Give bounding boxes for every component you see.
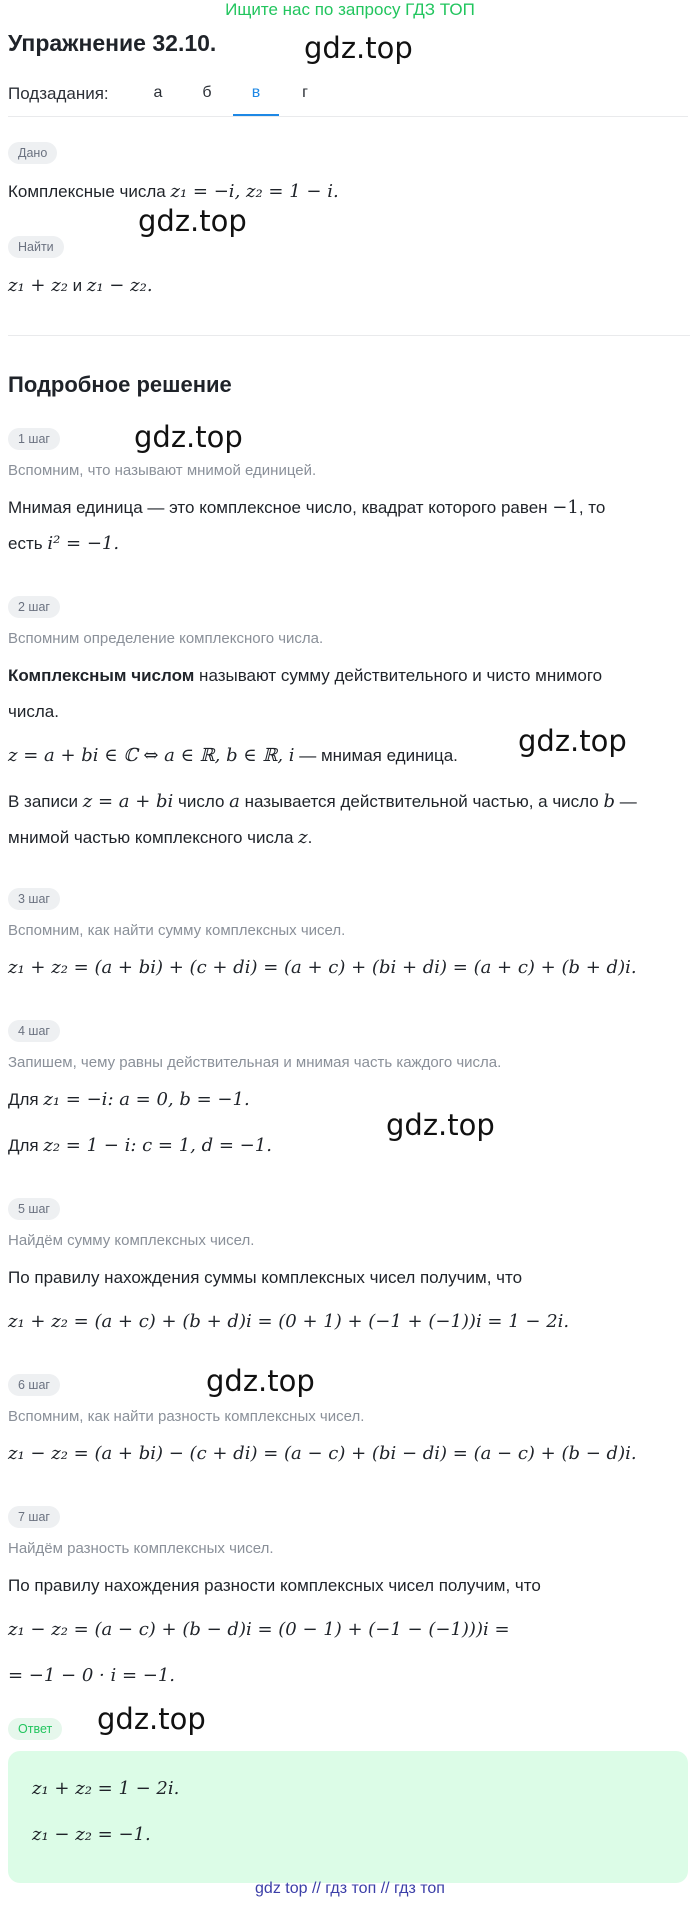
step-3-formula: z₁ + z₂ = (a + bi) + (c + di) = (a + c) + (bi + di) = (a + c) + (b + d)i.	[8, 957, 637, 978]
find-math-1: z₁ + z₂	[8, 275, 68, 296]
step-4-line-1	[8, 1082, 250, 1118]
step-1-text-2: есть	[8, 534, 48, 553]
step-6-badge: 6 шаг	[8, 1374, 60, 1396]
tab-a[interactable]: а	[153, 84, 163, 101]
step-1-text: Мнимая единица — это комплексное число, квадрат которого равен	[8, 498, 553, 517]
step-1-badge: 1 шаг	[8, 428, 60, 450]
subtasks-label: Подзадания:	[8, 84, 109, 103]
step-4-line-2	[8, 1128, 272, 1164]
step-7-text: По правилу нахождения разности комплексных чисел получим, что	[8, 1576, 541, 1595]
given-text	[8, 174, 339, 210]
step-2-line-1	[8, 658, 602, 694]
step-5-badge: 5 шаг	[8, 1198, 60, 1220]
step-3-badge: 3 шаг	[8, 888, 60, 910]
subtasks-bar	[8, 84, 688, 117]
step-2-line-2: числа.	[8, 702, 59, 721]
find-badge: Найти	[8, 236, 64, 258]
watermark: gdz.top	[518, 724, 627, 758]
step-2-line-5	[8, 820, 312, 856]
answer-badge: Ответ	[8, 1718, 62, 1740]
step-1-math: −1	[552, 497, 579, 518]
step-5-formula: z₁ + z₂ = (a + c) + (b + d)i = (0 + 1) + (−1 + (−1))i = 1 − 2i.	[8, 1311, 570, 1332]
watermark: gdz.top	[386, 1108, 495, 1142]
step-1-math-2: i² = −1.	[47, 533, 120, 554]
t: Для	[8, 1090, 44, 1109]
m: z = a + bi	[82, 791, 174, 812]
step-7-formula-2: = −1 − 0 · i = −1.	[8, 1665, 176, 1686]
watermark: gdz.top	[97, 1702, 206, 1736]
step-7-badge: 7 шаг	[8, 1506, 60, 1528]
step-2-formula-tail: — мнимая единица.	[294, 746, 458, 765]
m: z	[298, 827, 308, 848]
top-banner: Ищите нас по запросу ГДЗ ТОП	[225, 0, 475, 19]
step-1-hint: Вспомним, что называют мнимой единицей.	[8, 462, 317, 479]
step-5-hint: Найдём сумму комплексных чисел.	[8, 1232, 255, 1249]
page-title: Упражнение 32.10.	[8, 30, 217, 56]
answer-box	[8, 1751, 688, 1883]
step-7-hint: Найдём разность комплексных чисел.	[8, 1540, 274, 1557]
m: z₂ = 1 − i: c = 1, d = −1.	[43, 1135, 272, 1156]
step-5-text: По правилу нахождения суммы комплексных чисел получим, что	[8, 1268, 523, 1287]
t: число	[173, 792, 230, 811]
step-2-term: Комплексным числом	[8, 666, 195, 685]
step-2-hint: Вспомним определение комплексного числа.	[8, 630, 324, 647]
m: b	[603, 791, 615, 812]
watermark: gdz.top	[206, 1364, 315, 1398]
step-6-formula: z₁ − z₂ = (a + bi) − (c + di) = (a − c) + (bi − di) = (a − c) + (b − d)i.	[8, 1443, 637, 1464]
answer-line-1: z₁ + z₂ = 1 − 2i.	[32, 1778, 180, 1799]
step-2-line-4	[8, 784, 637, 820]
tab-g[interactable]: г	[302, 84, 308, 101]
m: a	[229, 791, 240, 812]
step-6-hint: Вспомним, как найти разность комплексных чисел.	[8, 1408, 365, 1425]
answer-line-2: z₁ − z₂ = −1.	[32, 1824, 151, 1845]
watermark: gdz.top	[304, 31, 413, 65]
t: называется действительной частью, а число	[239, 792, 604, 811]
find-text	[8, 268, 153, 304]
m: z₁ = −i: a = 0, b = −1.	[43, 1089, 250, 1110]
tab-b[interactable]: б	[202, 84, 212, 101]
step-1-line-2	[8, 526, 119, 562]
step-1-line-1	[8, 490, 605, 526]
step-2-formula	[8, 738, 458, 774]
step-7-formula-1: z₁ − z₂ = (a − c) + (b − d)i = (0 − 1) + (−1 − (−1)))i =	[8, 1619, 510, 1640]
tab-v[interactable]: в	[233, 84, 279, 116]
given-badge: Дано	[8, 142, 57, 164]
t: В записи	[8, 792, 83, 811]
t: Для	[8, 1136, 44, 1155]
step-2-text: называют сумму действительного и чисто мнимого	[194, 666, 603, 685]
divider	[8, 335, 690, 336]
solution-title: Подробное решение	[8, 372, 232, 397]
step-4-badge: 4 шаг	[8, 1020, 60, 1042]
given-label: Комплексные числа	[8, 182, 171, 201]
step-2-formula-math: z = a + bi ∈ ℂ ⇔ a ∈ ℝ, b ∈ ℝ, i	[8, 745, 295, 766]
watermark: gdz.top	[134, 420, 243, 454]
t: мнимой частью комплексного числа	[8, 828, 299, 847]
step-1-text-end: , то	[578, 498, 606, 517]
t: .	[307, 828, 313, 847]
step-3-hint: Вспомним, как найти сумму комплексных чисел.	[8, 922, 346, 939]
watermark: gdz.top	[138, 204, 247, 238]
find-math-2: z₁ − z₂.	[86, 275, 153, 296]
step-2-badge: 2 шаг	[8, 596, 60, 618]
t: —	[615, 792, 637, 811]
step-4-hint: Запишем, чему равны действительная и мнимая часть каждого числа.	[8, 1054, 502, 1071]
footer-links[interactable]: gdz top // гдз топ // гдз топ	[255, 1880, 445, 1897]
given-math: z₁ = −i, z₂ = 1 − i.	[170, 181, 339, 202]
find-and: и	[67, 276, 87, 295]
